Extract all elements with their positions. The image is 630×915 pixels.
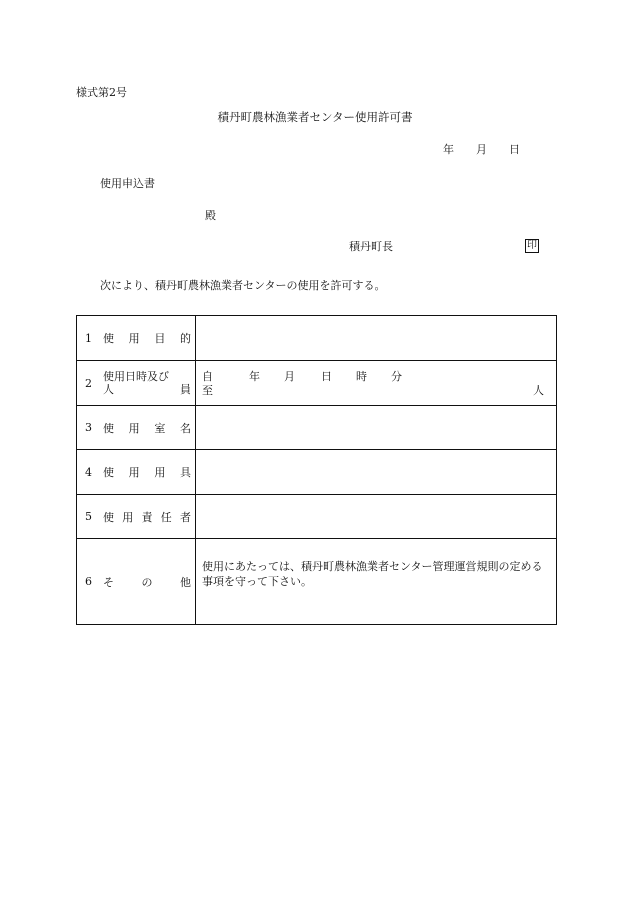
label-char: 者 bbox=[180, 510, 191, 524]
row-number: 3 bbox=[85, 421, 92, 434]
label-char: 用 bbox=[128, 332, 140, 345]
date-month-label: 月 bbox=[476, 143, 487, 156]
label-char: 的 bbox=[179, 332, 191, 345]
label-char: 員 bbox=[180, 383, 191, 396]
datetime-people-field[interactable] bbox=[196, 361, 557, 406]
label-char: 人 bbox=[103, 383, 114, 396]
label-char: 使 bbox=[103, 510, 114, 524]
label-char: 任 bbox=[160, 510, 172, 524]
label-char: 目 bbox=[154, 332, 166, 345]
table-row bbox=[77, 361, 557, 406]
table-row bbox=[77, 450, 557, 495]
label-char: 室 bbox=[154, 421, 166, 435]
table-row bbox=[77, 495, 557, 539]
label-char: 用 bbox=[128, 466, 140, 479]
label-char: 使 bbox=[103, 421, 114, 435]
label-char: 用 bbox=[128, 421, 140, 435]
label-char: そ bbox=[103, 575, 114, 589]
label-char: 使 bbox=[103, 332, 114, 345]
usage-note: 使用にあたっては、積丹町農林漁業者センター管理運営規則の定める事項を守って下さい。 bbox=[202, 559, 543, 588]
table-row bbox=[77, 316, 557, 361]
label-char: 名 bbox=[179, 421, 191, 435]
row-number: 5 bbox=[85, 510, 92, 523]
row-label-equipment bbox=[77, 450, 196, 495]
minute-label: 分 bbox=[391, 370, 402, 383]
label-char: 責 bbox=[141, 510, 153, 524]
label-char: の bbox=[141, 575, 153, 589]
form-number: 様式第2号 bbox=[76, 86, 127, 99]
row-number: 1 bbox=[85, 331, 92, 345]
label-char: 使 bbox=[103, 466, 114, 479]
day-label: 日 bbox=[321, 370, 332, 383]
from-datetime bbox=[202, 368, 402, 384]
hour-label: 時 bbox=[356, 370, 367, 383]
row-label-other bbox=[77, 539, 196, 625]
equipment-field[interactable] bbox=[196, 450, 557, 495]
label-line: 使用日時及び bbox=[103, 370, 169, 383]
applicant-label: 使用申込書 bbox=[100, 177, 155, 190]
row-number: 6 bbox=[85, 575, 92, 588]
honorific-dono: 殿 bbox=[205, 209, 216, 222]
usage-permit-table bbox=[76, 315, 557, 625]
to-label: 至 bbox=[202, 384, 213, 397]
label-char: 他 bbox=[180, 575, 191, 589]
row-label-datetime-people bbox=[77, 361, 196, 406]
row-label-responsible bbox=[77, 495, 196, 539]
row-number: 2 bbox=[85, 376, 92, 390]
document-title: 積丹町農林漁業者センター使用許可書 bbox=[217, 110, 413, 124]
date-day-label: 日 bbox=[509, 143, 520, 156]
date-year-label: 年 bbox=[443, 143, 454, 156]
from-label: 自 bbox=[202, 370, 213, 383]
room-field[interactable] bbox=[196, 406, 557, 450]
label-char: 用 bbox=[122, 510, 134, 524]
other-notes-field bbox=[196, 539, 557, 625]
row-number: 4 bbox=[85, 465, 92, 479]
table-row bbox=[77, 406, 557, 450]
seal-mark: 印 bbox=[527, 240, 537, 251]
label-char: 具 bbox=[179, 466, 191, 479]
people-unit: 人 bbox=[533, 384, 544, 397]
purpose-field[interactable] bbox=[196, 316, 557, 361]
responsible-person-field[interactable] bbox=[196, 495, 557, 539]
label-char: 用 bbox=[154, 466, 166, 479]
month-label: 月 bbox=[284, 370, 295, 383]
table-row bbox=[77, 539, 557, 625]
issue-date bbox=[443, 143, 520, 157]
row-label-purpose bbox=[77, 316, 196, 361]
year-label: 年 bbox=[249, 370, 260, 383]
row-label-room bbox=[77, 406, 196, 450]
permission-statement: 次により、積丹町農林漁業者センターの使用を許可する。 bbox=[100, 279, 386, 292]
issuer-name: 積丹町長 bbox=[349, 240, 393, 253]
